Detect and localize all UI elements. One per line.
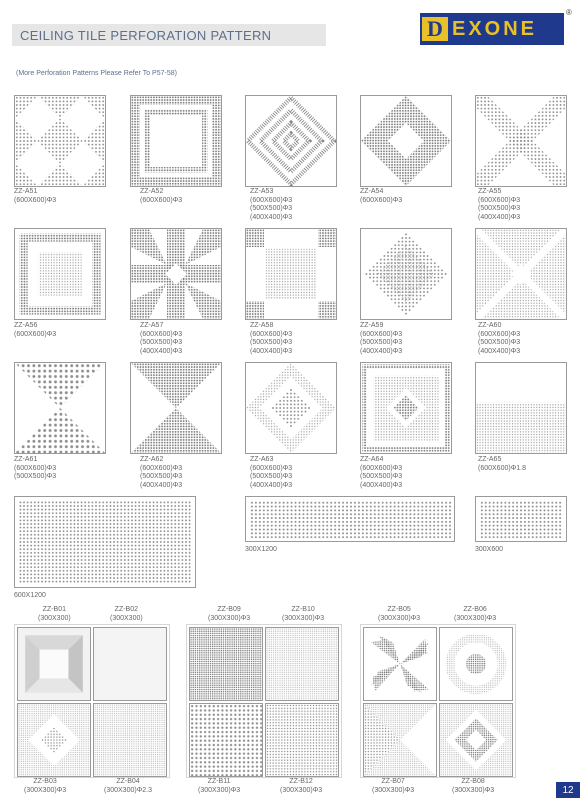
tile-a51: [14, 95, 106, 187]
caption-b04: ZZ-B04 (300X300)Φ2.3: [104, 778, 153, 794]
caption-a54: ZZ-A54 (600X600)Φ3: [360, 188, 403, 204]
tile-a54: [360, 95, 452, 187]
page-title: CEILING TILE PERFORATION PATTERN: [20, 28, 272, 43]
tile-b12: [265, 703, 339, 777]
tile-a53: [245, 95, 337, 187]
tile-a58: [245, 228, 337, 320]
caption-a56: ZZ-A56 (600X600)Φ3: [14, 322, 57, 338]
tile-a55: [475, 95, 567, 187]
tile-a56: [14, 228, 106, 320]
tile-a59: [360, 228, 452, 320]
tile-b05: [363, 627, 437, 701]
tile-b03: [17, 703, 91, 777]
brand-logo: [420, 13, 564, 45]
tile-a57: [130, 228, 222, 320]
caption-a63: ZZ-A63 (600X600)Φ3 (500X500)Φ3 (400X400)Φ3: [250, 456, 293, 489]
caption-a62: ZZ-A62 (600X600)Φ3 (500X500)Φ3 (400X400)Φ3: [140, 456, 183, 489]
tile-a61: [14, 362, 106, 454]
tile-a62: [130, 362, 222, 454]
caption-b05: ZZ-B05 (300X300)Φ3: [378, 606, 421, 622]
caption-b03: ZZ-B03 (300X300)Φ3: [24, 778, 67, 794]
group-b01-b04: [14, 624, 170, 778]
caption-a58: ZZ-A58 (600X600)Φ3 (500X500)Φ3 (400X400)Φ3: [250, 322, 293, 355]
tile-b09: [189, 627, 263, 701]
caption-b02: ZZ-B02 (300X300): [110, 606, 143, 622]
brand-name: EXONE: [452, 17, 538, 40]
tile-a64: [360, 362, 452, 454]
caption-a59: ZZ-A59 (600X600)Φ3 (500X500)Φ3 (400X400)Φ3: [360, 322, 403, 355]
caption-b12: ZZ-B12 (300X300)Φ3: [280, 778, 323, 794]
caption-a55: ZZ-A55 (600X600)Φ3 (500X500)Φ3 (400X400)Φ3: [478, 188, 521, 221]
caption-a65: ZZ-A65 (600X600)Φ1.8: [478, 456, 527, 472]
label-300x600: 300X600: [475, 546, 504, 553]
panel-300x600: [475, 496, 567, 542]
reference-note: (More Perforation Patterns Please Refer To P57-58): [16, 70, 177, 77]
tile-a52: [130, 95, 222, 187]
caption-a52: ZZ-A52 (600X600)Φ3: [140, 188, 183, 204]
panel-600x1200: [14, 496, 196, 588]
caption-b07: ZZ-B07 (300X300)Φ3: [372, 778, 415, 794]
brand-initial: D: [422, 17, 448, 41]
page-number: 12: [556, 782, 580, 798]
label-300x1200: 300X1200: [245, 546, 277, 553]
tile-b07: [363, 703, 437, 777]
caption-b08: ZZ-B08 (300X300)Φ3: [452, 778, 495, 794]
caption-b01: ZZ-B01 (300X300): [38, 606, 71, 622]
group-b09-b12: [186, 624, 342, 778]
caption-b09: ZZ-B09 (300X300)Φ3: [208, 606, 251, 622]
caption-a57: ZZ-A57 (600X600)Φ3 (500X500)Φ3 (400X400)Φ3: [140, 322, 183, 355]
caption-b11: ZZ-B11 (300X300)Φ3: [198, 778, 241, 794]
caption-a51: ZZ-A51 (600X600)Φ3: [14, 188, 57, 204]
tile-b08: [439, 703, 513, 777]
tile-a63: [245, 362, 337, 454]
caption-b06: ZZ-B06 (300X300)Φ3: [454, 606, 497, 622]
tile-b04: [93, 703, 167, 777]
tile-b10: [265, 627, 339, 701]
tile-b06: [439, 627, 513, 701]
tile-b02: [93, 627, 167, 701]
caption-a53: ZZ-A53 (600X600)Φ3 (500X500)Φ3 (400X400)Φ3: [250, 188, 293, 221]
tile-b11: [189, 703, 263, 777]
panel-300x1200: [245, 496, 455, 542]
tile-a60: [475, 228, 567, 320]
caption-a60: ZZ-A60 (600X600)Φ3 (500X500)Φ3 (400X400)Φ3: [478, 322, 521, 355]
caption-b10: ZZ-B10 (300X300)Φ3: [282, 606, 325, 622]
tile-b01: [17, 627, 91, 701]
caption-a61: ZZ-A61 (600X600)Φ3 (500X500)Φ3: [14, 456, 57, 480]
tile-a65: [475, 362, 567, 454]
group-b05-b08: [360, 624, 516, 778]
caption-a64: ZZ-A64 (600X600)Φ3 (500X500)Φ3 (400X400)Φ3: [360, 456, 403, 489]
label-600x1200: 600X1200: [14, 592, 46, 599]
registered-mark: ®: [566, 8, 572, 17]
